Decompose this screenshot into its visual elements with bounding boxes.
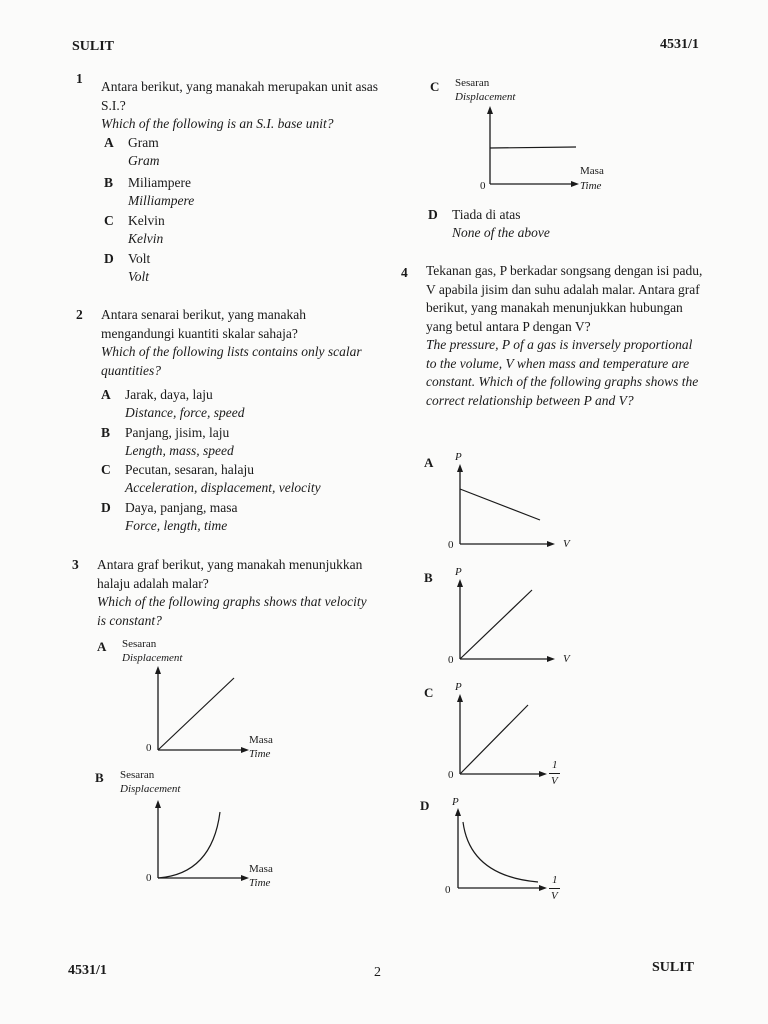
q3-graph-b-ylabel-en: Displacement bbox=[120, 783, 181, 795]
plot-line bbox=[460, 590, 532, 659]
option-letter: B bbox=[104, 175, 114, 190]
option-letter: D bbox=[104, 251, 114, 266]
header-sulit: SULIT bbox=[72, 39, 115, 54]
q2-option-b[interactable] bbox=[101, 424, 361, 460]
question-2-number: 2 bbox=[76, 307, 83, 322]
plot-curve bbox=[158, 812, 220, 878]
q3-graph-b-origin: 0 bbox=[146, 872, 152, 884]
option-text-en: Force, length, time bbox=[125, 518, 228, 533]
option-letter: D bbox=[428, 207, 438, 222]
option-letter: A bbox=[101, 387, 111, 402]
q3-option-d[interactable] bbox=[428, 206, 628, 242]
option-text-en: Length, mass, speed bbox=[125, 443, 234, 458]
q3-graph-c-ylabel-ms: Sesaran bbox=[455, 77, 490, 89]
x-axis-arrow bbox=[571, 181, 579, 187]
q4-graph-a-origin: 0 bbox=[448, 539, 454, 551]
q4-graph-a-xlabel: V bbox=[563, 538, 570, 550]
q3-graph-a-ylabel-ms: Sesaran bbox=[122, 638, 157, 650]
q4-graph-c-xlabel-den: V bbox=[551, 775, 558, 787]
plot-curve bbox=[463, 822, 538, 882]
option-letter: C bbox=[101, 462, 111, 477]
q3-graph-a-xlabel-en: Time bbox=[249, 748, 271, 760]
q4-graph-b-ylabel: P bbox=[455, 566, 462, 578]
footer-paper-code: 4531/1 bbox=[68, 963, 107, 978]
question-4-text-en: The pressure, P of a gas is inversely proportional to the volume, V when mass and temperature are constant. Which of the following graphs shows the correct relationship between P and V? bbox=[426, 337, 699, 408]
plot-line bbox=[490, 147, 576, 148]
q4-graph-d-xlabel-den: V bbox=[551, 890, 558, 902]
option-letter: B bbox=[101, 425, 111, 440]
q3-graph-b-letter[interactable]: B bbox=[95, 770, 104, 785]
q1-option-c[interactable] bbox=[104, 212, 304, 248]
q4-graph-b-letter[interactable]: B bbox=[424, 570, 433, 585]
option-text-ms: Pecutan, sesaran, halaju bbox=[125, 462, 254, 477]
option-letter: A bbox=[104, 135, 114, 150]
x-axis-arrow bbox=[539, 771, 547, 777]
y-axis-arrow bbox=[457, 694, 463, 702]
question-1-stem bbox=[101, 78, 401, 134]
x-axis-arrow bbox=[539, 885, 547, 891]
option-text-en: Milliampere bbox=[128, 193, 195, 208]
q3-graph-b-ylabel-ms: Sesaran bbox=[120, 769, 155, 781]
question-2-text-ms: Antara senarai berikut, yang manakah mengandungi kuantiti skalar sahaja? bbox=[101, 307, 307, 341]
q4-graph-b-xlabel: V bbox=[563, 653, 570, 665]
q4-graph-d-ylabel: P bbox=[452, 796, 459, 808]
question-2-stem bbox=[101, 306, 381, 380]
q3-graph-a-xlabel-ms: Masa bbox=[249, 734, 273, 746]
q3-graph-c-xlabel-en: Time bbox=[580, 180, 602, 192]
question-4-number: 4 bbox=[401, 265, 408, 280]
x-axis-arrow bbox=[241, 875, 249, 881]
y-axis-arrow bbox=[155, 666, 161, 674]
q4-graph-a-ylabel: P bbox=[455, 451, 462, 463]
q3-graph-b-xlabel-en: Time bbox=[249, 877, 271, 889]
footer-sulit: SULIT bbox=[652, 960, 695, 975]
option-text-en: Kelvin bbox=[128, 231, 164, 246]
question-3-number: 3 bbox=[72, 557, 79, 572]
q2-option-d[interactable] bbox=[101, 499, 361, 535]
option-letter: C bbox=[104, 213, 114, 228]
option-text-ms: Miliampere bbox=[128, 175, 191, 190]
q4-graph-d-letter[interactable]: D bbox=[420, 798, 430, 813]
q4-graph-d-origin: 0 bbox=[445, 884, 451, 896]
y-axis-arrow bbox=[487, 106, 493, 114]
q4-graph-c-xlabel-num: 1 bbox=[552, 759, 558, 771]
option-text-ms: Jarak, daya, laju bbox=[125, 387, 213, 402]
q2-option-a[interactable] bbox=[101, 386, 361, 422]
question-2-text-en: Which of the following lists contains only scalar quantities? bbox=[101, 344, 362, 378]
option-letter: D bbox=[101, 500, 111, 515]
x-axis-arrow bbox=[547, 541, 555, 547]
q2-option-c[interactable] bbox=[101, 461, 361, 497]
question-3-text-ms: Antara graf berikut, yang manakah menunjukkan halaju adalah malar? bbox=[97, 557, 363, 591]
x-axis-arrow bbox=[547, 656, 555, 662]
option-text-ms: Volt bbox=[128, 251, 151, 266]
q4-graph-c-origin: 0 bbox=[448, 769, 454, 781]
question-4-stem bbox=[426, 262, 706, 410]
q3-graph-a-letter[interactable]: A bbox=[97, 639, 107, 654]
q3-graph-c-xlabel-ms: Masa bbox=[580, 165, 604, 177]
q4-graph-d[interactable] bbox=[450, 806, 560, 892]
plot-line bbox=[460, 705, 528, 774]
option-text-en: Acceleration, displacement, velocity bbox=[125, 480, 321, 495]
q3-graph-c-ylabel-en: Displacement bbox=[455, 91, 516, 103]
question-1-text-ms: Antara berikut, yang manakah merupakan unit asas S.I.? bbox=[101, 79, 379, 113]
question-1-number: 1 bbox=[76, 71, 83, 86]
option-text-en: Distance, force, speed bbox=[125, 405, 245, 420]
option-text-ms: Daya, panjang, masa bbox=[125, 500, 238, 515]
option-text-en: Volt bbox=[128, 269, 150, 284]
q4-graph-c-ylabel: P bbox=[455, 681, 462, 693]
q4-graph-b-origin: 0 bbox=[448, 654, 454, 666]
q3-graph-b[interactable] bbox=[150, 798, 260, 880]
question-3-text-en: Which of the following graphs shows that velocity is constant? bbox=[97, 594, 367, 628]
header-paper-code: 4531/1 bbox=[660, 37, 699, 52]
plot-line bbox=[460, 489, 540, 520]
q3-graph-a-origin: 0 bbox=[146, 742, 152, 754]
q1-option-b[interactable] bbox=[104, 174, 304, 210]
y-axis-arrow bbox=[455, 808, 461, 816]
plot-line bbox=[158, 678, 234, 750]
q3-graph-b-xlabel-ms: Masa bbox=[249, 863, 273, 875]
footer-page-number: 2 bbox=[374, 965, 381, 980]
option-text-ms: Gram bbox=[128, 135, 159, 150]
q4-graph-c[interactable] bbox=[452, 692, 562, 778]
y-axis-arrow bbox=[457, 464, 463, 472]
question-4-text-ms: Tekanan gas, P berkadar songsang dengan isi padu, V apabila jisim dan suhu adalah malar. Antara graf berikut, yang manakah menunjukkan hubungan yang betul antara P dengan V? bbox=[426, 263, 703, 334]
q3-graph-c[interactable] bbox=[482, 104, 592, 188]
q4-graph-a[interactable] bbox=[452, 462, 562, 548]
q1-option-a[interactable] bbox=[104, 134, 304, 170]
x-axis-arrow bbox=[241, 747, 249, 753]
question-3-stem bbox=[97, 556, 377, 630]
q3-graph-c-origin: 0 bbox=[480, 180, 486, 192]
option-text-en: Gram bbox=[128, 153, 160, 168]
q4-graph-c-letter[interactable]: C bbox=[424, 685, 434, 700]
q4-graph-a-letter[interactable]: A bbox=[424, 455, 434, 470]
option-text-ms: Panjang, jisim, laju bbox=[125, 425, 230, 440]
option-text-ms: Tiada di atas bbox=[452, 207, 521, 222]
y-axis-arrow bbox=[155, 800, 161, 808]
option-text-en: None of the above bbox=[452, 225, 550, 240]
q3-graph-a-ylabel-en: Displacement bbox=[122, 652, 183, 664]
option-text-ms: Kelvin bbox=[128, 213, 165, 228]
y-axis-arrow bbox=[457, 579, 463, 587]
q1-option-d[interactable] bbox=[104, 250, 304, 286]
q3-graph-c-letter[interactable]: C bbox=[430, 79, 440, 94]
q4-graph-d-xlabel-num: 1 bbox=[552, 874, 558, 886]
question-1-text-en: Which of the following is an S.I. base unit? bbox=[101, 116, 334, 131]
q3-graph-a[interactable] bbox=[150, 664, 260, 754]
q4-graph-b[interactable] bbox=[452, 577, 562, 663]
